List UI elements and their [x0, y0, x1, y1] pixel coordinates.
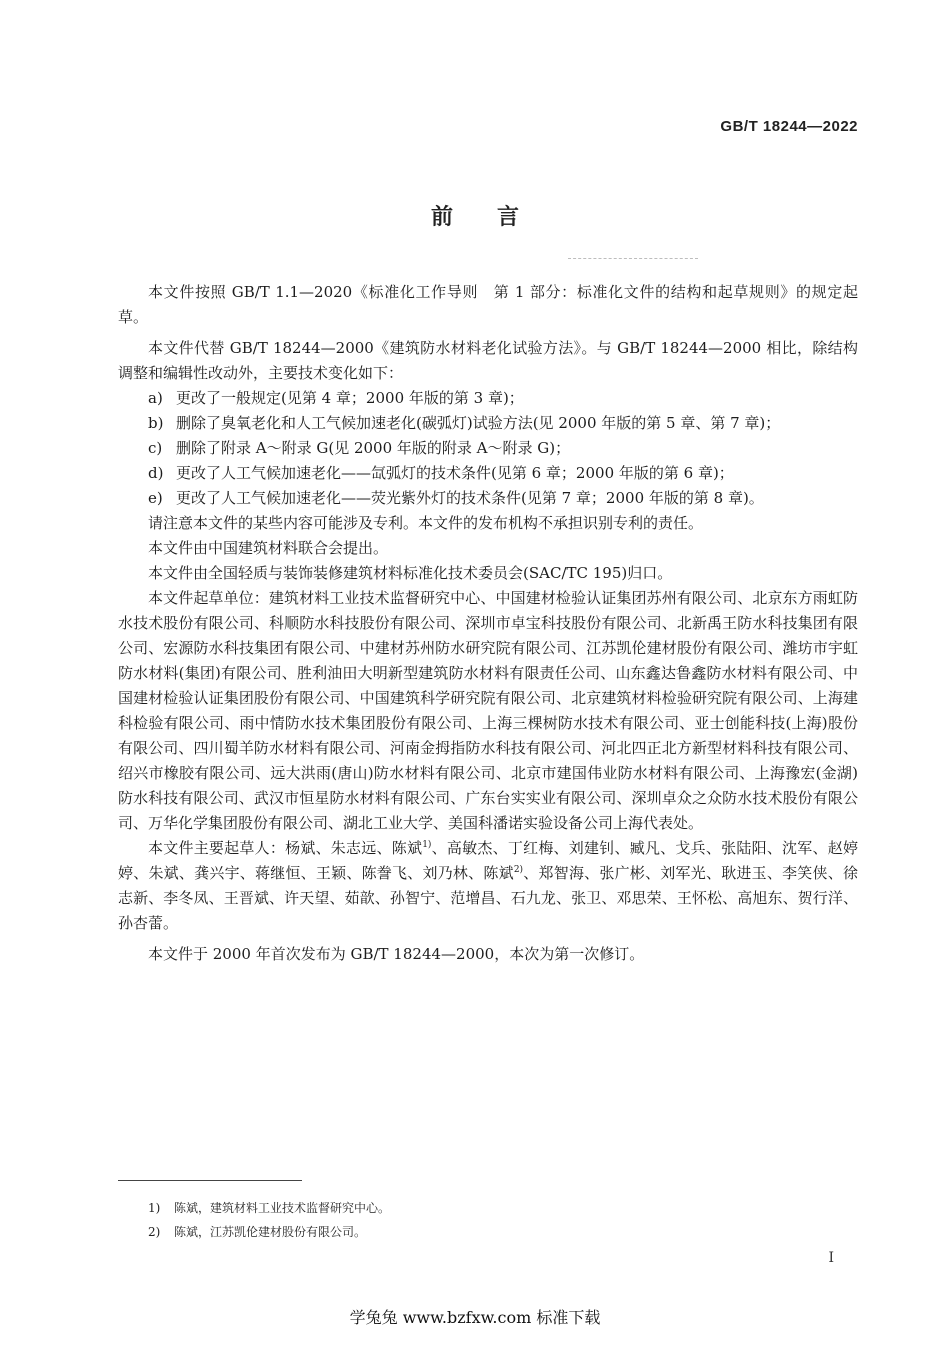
paragraph-proposer: 本文件由中国建筑材料联合会提出。: [148, 539, 389, 557]
footnotes: [148, 1196, 390, 1244]
footnote-divider: [118, 1180, 302, 1181]
list-marker: b): [148, 414, 164, 432]
list-item: [118, 411, 858, 436]
list-item-text: 删除了臭氧老化和人工气候加速老化(碳弧灯)试验方法(见 2000 年版的第 5 章、第 7 章)；: [176, 414, 781, 432]
drafters-part-1: 本文件主要起草人：杨斌、朱志远、陈斌: [148, 839, 423, 857]
list-item: [118, 386, 858, 411]
page-number: I: [828, 1250, 834, 1266]
list-item-text: 更改了人工气候加速老化——氙弧灯的技术条件(见第 6 章；2000 年版的第 6 章)；: [176, 464, 734, 482]
footnote-ref-1: 1): [422, 840, 432, 850]
page-title: 前言: [430, 205, 563, 230]
list-marker: d): [148, 464, 164, 482]
standard-code: GB/T 18244—2022: [720, 118, 858, 135]
title-divider: [568, 258, 698, 259]
footnote-mark: 1): [148, 1201, 161, 1215]
footnote-ref-2: 2): [513, 865, 524, 875]
paragraph-drafters: [118, 836, 858, 936]
paragraph-revision-history: 本文件于 2000 年首次发布为 GB/T 18244—2000，本次为第一次修订。: [148, 945, 645, 963]
list-item: [118, 436, 858, 461]
footnote: [148, 1196, 390, 1220]
paragraph-committee: 本文件由全国轻质与装饰装修建筑材料标准化技术委员会(SAC/TC 195)归口。: [148, 564, 673, 582]
drafters-part-2: 、高敏杰、丁红梅、刘建钊、臧凡、戈兵、张陆阳、沈军、赵婷婷、朱斌、龚兴宇、蒋继恒、王颖、陈誊飞、刘乃林、陈斌: [118, 839, 858, 882]
watermark-text: 学兔兔 www.bzfxw.com 标准下载: [349, 1308, 601, 1327]
list-marker: e): [148, 489, 163, 507]
list-marker: c): [148, 439, 163, 457]
paragraph-drafting-units: 本文件起草单位：建筑材料工业技术监督研究中心、中国建材检验认证集团苏州有限公司、北京东方雨虹防水技术股份有限公司、科顺防水科技股份有限公司、深圳市卓宝科技股份有限公司、北新禹王防水科技集团有限公司、宏源防水科技集团有限公司、中建材苏州防水研究院有限公司、江苏凯伦建材股份有限公司、潍坊市宇虹防水材料(集团)有限公司、胜利油田大明新型建筑防水材料有限责任公司、山东鑫达鲁鑫防水材料有限公司、中国建材检验认证集团股份有限公司、中国建筑科学研究院有限公司、北京建筑材料检验研究院有限公司、上海建科检验有限公司、雨中情防水技术集团股份有限公司、上海三棵树防水技术有限公司、亚士创能科技(上海)股份有限公司、四川蜀羊防水材料有限公司、河南金拇指防水科技有限公司、河北四正北方新型材料科技有限公司、绍兴市橡胶有限公司、远大洪雨(唐山)防水材料有限公司、北京市建国伟业防水材料有限公司、上海豫宏(金湖)防水科技有限公司、武汉市恒星防水材料有限公司、广东台实实业有限公司、深圳卓众之众防水技术股份有限公司、万华化学集团股份有限公司、湖北工业大学、美国科潘诺实验设备公司上海代表处。: [118, 589, 858, 832]
list-marker: a): [148, 389, 163, 407]
list-item-text: 更改了一般规定(见第 4 章；2000 年版的第 3 章)；: [176, 389, 524, 407]
footnote-text: 陈斌，江苏凯伦建材股份有限公司。: [174, 1225, 367, 1239]
foreword-body: [118, 280, 858, 967]
list-item: [118, 486, 858, 511]
list-item-text: 更改了人工气候加速老化——荧光紫外灯的技术条件(见第 7 章；2000 年版的第 8 章)。: [176, 489, 764, 507]
paragraph-patent-notice: 请注意本文件的某些内容可能涉及专利。本文件的发布机构不承担识别专利的责任。: [148, 514, 704, 532]
paragraph-replacement: 本文件代替 GB/T 18244—2000《建筑防水材料老化试验方法》。与 GB/T 18244—2000 相比，除结构调整和编辑性改动外，主要技术变化如下：: [118, 339, 858, 382]
paragraph-drafting-rules: 本文件按照 GB/T 1.1—2020《标准化工作导则 第 1 部分：标准化文件的结构和起草规则》的规定起草。: [118, 283, 858, 326]
footnote-text: 陈斌，建筑材料工业技术监督研究中心。: [174, 1201, 391, 1215]
drafters-part-3: 、郑智海、张广彬、刘军光、耿进玉、李笑侠、徐志新、李冬凤、王晋斌、许天望、茹歆、孙智宁、范增昌、石九龙、张卫、邓思荣、王怀松、高旭东、贺行洋、孙杏蕾。: [118, 864, 858, 932]
list-item-text: 删除了附录 A～附录 G(见 2000 年版的附录 A～附录 G)；: [176, 439, 571, 457]
list-item: [118, 461, 858, 486]
footnote: [148, 1220, 390, 1244]
footnote-mark: 2): [148, 1225, 161, 1239]
